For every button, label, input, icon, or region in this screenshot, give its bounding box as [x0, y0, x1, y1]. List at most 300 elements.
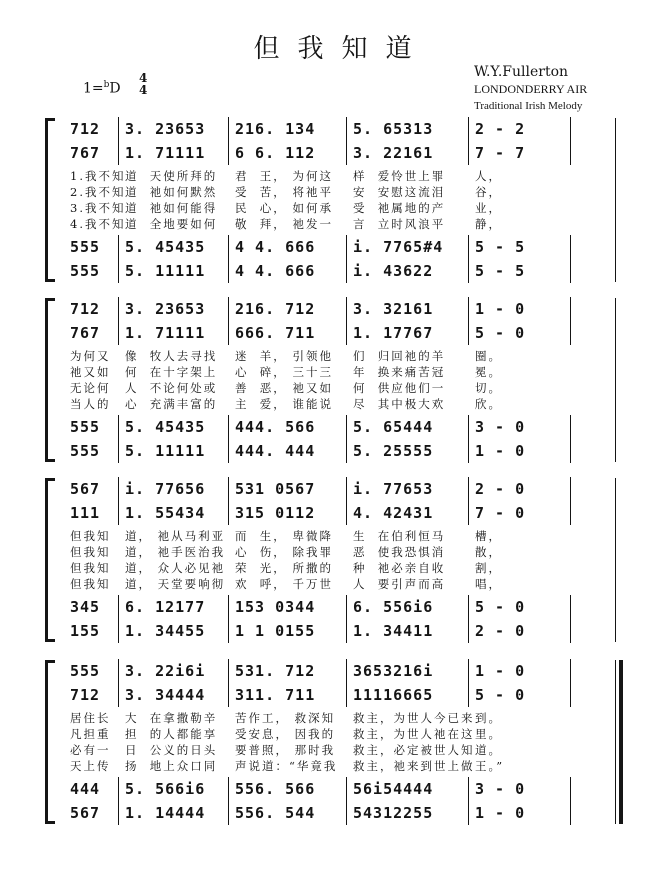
lyric-segment: 2.我不知	[70, 185, 126, 199]
measure: 567	[70, 480, 101, 498]
measure: 54312255	[353, 804, 434, 822]
lyric-line	[70, 396, 625, 412]
key-note: D	[109, 80, 121, 97]
bar-line	[118, 659, 119, 683]
song-title: 但我知道	[253, 34, 430, 64]
measure: 3 - 0	[475, 418, 526, 436]
measure: 1 - 0	[475, 442, 526, 460]
measure: 4 4. 666	[235, 262, 316, 280]
lyric-segment: 唱，	[475, 577, 502, 591]
lyric-segment: 道 祂如何默然	[125, 185, 218, 199]
lyric-segment: 心 充满丰富的	[125, 397, 218, 411]
bar-line	[118, 415, 119, 439]
lyric-segment: 心 碎， 三十三	[235, 365, 333, 379]
key-flat-sign: b	[103, 80, 110, 90]
bar-line	[570, 659, 571, 683]
lyric-segment: 受安息， 因我的	[235, 727, 336, 741]
bar-line	[228, 777, 229, 801]
lyric-segment: 道， 天堂要响彻	[125, 577, 226, 591]
measure: 155	[70, 622, 101, 640]
bar-line	[570, 439, 571, 463]
bar-line	[346, 659, 347, 683]
lyric-segment: 天上传	[70, 759, 111, 773]
lyric-segment: 扬 地上众口同	[125, 759, 218, 773]
lyric-segment: 何 供应他们一	[353, 381, 446, 395]
bar-line	[468, 297, 469, 321]
credits	[474, 64, 587, 115]
notation-row	[70, 298, 625, 320]
measure: 556. 544	[235, 804, 316, 822]
measure: 5. 11111	[125, 262, 206, 280]
bar-line	[346, 801, 347, 825]
lyric-segment: 敬 拜， 祂发一	[235, 217, 333, 231]
lyric-line	[70, 216, 625, 232]
bar-line	[346, 683, 347, 707]
bar-line	[346, 321, 347, 345]
bar-line	[118, 141, 119, 165]
bar-line	[228, 619, 229, 643]
measure: 3. 23653	[125, 300, 206, 318]
measure: 5 - 5	[475, 262, 526, 280]
bar-line	[118, 501, 119, 525]
notation-row	[70, 440, 625, 462]
system-bracket	[45, 298, 48, 462]
bar-line	[118, 439, 119, 463]
lyric-segment: 人 要引声而高	[353, 577, 446, 591]
measure: 3. 22i6i	[125, 662, 206, 680]
measure: 5. 45435	[125, 418, 206, 436]
measure: 7 - 0	[475, 504, 526, 522]
measure: 1 - 0	[475, 804, 526, 822]
lyric-line	[70, 168, 625, 184]
lyric-segment: 1.我不知	[70, 169, 126, 183]
lyric-segment: 但我知	[70, 577, 111, 591]
lyric-segment: 像 牧人去寻找	[125, 349, 218, 363]
bracket-top-hook	[45, 298, 55, 301]
lyric-segment: 心 伤， 除我罪	[235, 545, 333, 559]
notation-row	[70, 118, 625, 140]
lyric-segment: 救主，祂来到世上做	[353, 759, 475, 773]
measure: 555	[70, 442, 101, 460]
measure: 5. 566i6	[125, 780, 206, 798]
lyric-segment: 欣。	[475, 397, 502, 411]
bar-line	[346, 297, 347, 321]
bar-line	[228, 235, 229, 259]
measure: 5 - 0	[475, 598, 526, 616]
lyric-segment: 救主，为世人祂在这	[353, 727, 475, 741]
measure: 1. 34455	[125, 622, 206, 640]
bar-line	[468, 619, 469, 643]
lyric-segment: 为何又	[70, 349, 111, 363]
measure: 555	[70, 662, 101, 680]
measure: 5. 45435	[125, 238, 206, 256]
bar-line	[228, 477, 229, 501]
measure: 3. 23653	[125, 120, 206, 138]
lyric-segment: 王。”	[475, 759, 505, 773]
key-prefix: 1=	[83, 80, 104, 97]
lyric-segment: 里。	[475, 727, 502, 741]
lyric-segment: 3.我不知	[70, 201, 126, 215]
measure: 7 - 7	[475, 144, 526, 162]
lyric-segment: 大 在拿撒勒辛	[125, 711, 218, 725]
bracket-top-hook	[45, 118, 55, 121]
measure: 1 1 0155	[235, 622, 316, 640]
bar-line	[468, 477, 469, 501]
system-end-bar	[615, 298, 616, 462]
lyric-segment: 道。	[475, 743, 502, 757]
lyric-segment: 但我知	[70, 545, 111, 559]
lyric-segment: 荣 光， 所撒的	[235, 561, 333, 575]
lyric-segment: 尽 其中极大欢	[353, 397, 446, 411]
lyric-segment: 槽，	[475, 529, 502, 543]
notation-row	[70, 778, 625, 800]
lyric-segment: 生 在伯利恒马	[353, 529, 446, 543]
lyric-segment: 无论何	[70, 381, 111, 395]
measure: 3. 22161	[353, 144, 434, 162]
measure: 712	[70, 120, 101, 138]
measure: 311. 711	[235, 686, 316, 704]
notation-row	[70, 142, 625, 164]
lyric-segment: 言 立时风浪平	[353, 217, 446, 231]
system-bracket	[45, 118, 48, 282]
bar-line	[118, 683, 119, 707]
bar-line	[346, 235, 347, 259]
bracket-top-hook	[45, 478, 55, 481]
bar-line	[118, 235, 119, 259]
bar-line	[346, 595, 347, 619]
measure: 1 - 0	[475, 300, 526, 318]
lyric-segment: 救主，为世人今已来	[353, 711, 475, 725]
measure: 2 - 0	[475, 622, 526, 640]
measure: 444. 444	[235, 442, 316, 460]
bar-line	[468, 439, 469, 463]
measure: 345	[70, 598, 101, 616]
measure: 2 - 2	[475, 120, 526, 138]
final-bar-thin	[615, 660, 616, 824]
system-end-bar	[615, 118, 616, 282]
meter-top: 4	[139, 71, 148, 85]
measure: 444. 566	[235, 418, 316, 436]
measure: 1. 71111	[125, 324, 206, 342]
system-end-bar	[615, 478, 616, 642]
lyric-segment: 当人的	[70, 397, 111, 411]
bar-line	[228, 259, 229, 283]
lyric-segment: 必有一	[70, 743, 111, 757]
measure: i. 77653	[353, 480, 434, 498]
lyric-segment: 受 苦， 将祂平	[235, 185, 333, 199]
measure: 5 - 5	[475, 238, 526, 256]
measure: 3653216i	[353, 662, 434, 680]
notation-row	[70, 260, 625, 282]
measure: 56i54444	[353, 780, 434, 798]
bar-line	[228, 415, 229, 439]
composer-credit: W.Y.Fullerton	[474, 64, 569, 80]
bar-line	[468, 801, 469, 825]
lyric-segment: 道， 祂手医治我	[125, 545, 226, 559]
bar-line	[118, 801, 119, 825]
measure: 767	[70, 144, 101, 162]
lyric-line	[70, 576, 625, 592]
notation-row	[70, 620, 625, 642]
lyric-segment: 谷，	[475, 185, 502, 199]
lyric-segment: 样 爱怜世上罪	[353, 169, 446, 183]
lyric-segment: 迷 羊， 引领他	[235, 349, 333, 363]
bar-line	[228, 801, 229, 825]
measure: 767	[70, 324, 101, 342]
bar-line	[228, 439, 229, 463]
bar-line	[468, 321, 469, 345]
lyric-segment: 冕。	[475, 365, 502, 379]
bar-line	[468, 595, 469, 619]
time-signature	[139, 72, 147, 96]
bar-line	[118, 321, 119, 345]
notation-row	[70, 322, 625, 344]
bar-line	[228, 683, 229, 707]
lyric-segment: 而 生， 卑微降	[235, 529, 333, 543]
bar-line	[118, 477, 119, 501]
measure: 153 0344	[235, 598, 316, 616]
lyric-segment: 凡担重	[70, 727, 111, 741]
lyric-segment: 道， 众人必见祂	[125, 561, 226, 575]
bar-line	[228, 501, 229, 525]
bar-line	[570, 141, 571, 165]
notation-row	[70, 502, 625, 524]
lyric-segment: 日 公义的日头	[125, 743, 218, 757]
bar-line	[570, 683, 571, 707]
measure: 2 - 0	[475, 480, 526, 498]
measure: 712	[70, 686, 101, 704]
bar-line	[468, 659, 469, 683]
meter-bottom: 4	[139, 83, 148, 97]
lyric-line	[70, 726, 625, 742]
bar-line	[570, 477, 571, 501]
measure: 666. 711	[235, 324, 316, 342]
lyric-line	[70, 364, 625, 380]
bar-line	[228, 321, 229, 345]
bar-line	[118, 777, 119, 801]
measure: 444	[70, 780, 101, 798]
measure: 555	[70, 262, 101, 280]
lyric-segment: 君 王， 为何这	[235, 169, 333, 183]
bar-line	[118, 259, 119, 283]
lyric-segment: 恶 使我恐惧消	[353, 545, 446, 559]
lyric-segment: 种 祂必亲自收	[353, 561, 446, 575]
measure: 1 - 0	[475, 662, 526, 680]
lyric-segment: 声说道：“华竟我	[235, 759, 338, 773]
lyric-segment: 圈。	[475, 349, 502, 363]
lyric-line	[70, 528, 625, 544]
lyric-segment: 欢 呼， 千万世	[235, 577, 333, 591]
lyric-segment: 业，	[475, 201, 502, 215]
bar-line	[468, 501, 469, 525]
lyric-segment: 要普照， 那时我	[235, 743, 336, 757]
final-bar-thick	[619, 660, 623, 824]
notation-row	[70, 478, 625, 500]
tune-credit: LONDONDERRY AIR	[474, 82, 588, 96]
lyric-segment: 割，	[475, 561, 502, 575]
measure: 556. 566	[235, 780, 316, 798]
lyric-segment: 但我知	[70, 561, 111, 575]
bar-line	[228, 595, 229, 619]
measure: 5 - 0	[475, 324, 526, 342]
measure: 3. 32161	[353, 300, 434, 318]
measure: 712	[70, 300, 101, 318]
lyric-line	[70, 742, 625, 758]
lyric-segment: 居住长	[70, 711, 111, 725]
notation-row	[70, 802, 625, 824]
lyric-line	[70, 184, 625, 200]
bar-line	[228, 297, 229, 321]
lyric-segment: 年 换来痛苦冠	[353, 365, 446, 379]
measure: 1. 17767	[353, 324, 434, 342]
lyric-segment: 何 在十字架上	[125, 365, 218, 379]
bar-line	[346, 477, 347, 501]
measure: 315 0112	[235, 504, 316, 522]
measure: 5. 65313	[353, 120, 434, 138]
lyric-segment: 们 归回祂的羊	[353, 349, 446, 363]
bracket-top-hook	[45, 660, 55, 663]
lyric-line	[70, 710, 625, 726]
system-bracket	[45, 660, 48, 824]
lyric-segment: 人 不论何处或	[125, 381, 218, 395]
measure: 11116665	[353, 686, 434, 704]
bracket-bottom-hook	[45, 639, 55, 642]
measure: i. 7765#4	[353, 238, 444, 256]
bar-line	[570, 259, 571, 283]
measure: 111	[70, 504, 101, 522]
lyric-segment: 人，	[475, 169, 502, 183]
system-bracket	[45, 478, 48, 642]
bar-line	[346, 777, 347, 801]
lyric-segment: 道 全地要如何	[125, 217, 218, 231]
bar-line	[346, 619, 347, 643]
bracket-bottom-hook	[45, 279, 55, 282]
bar-line	[118, 619, 119, 643]
bar-line	[570, 777, 571, 801]
notation-row	[70, 684, 625, 706]
bar-line	[570, 619, 571, 643]
measure: 1. 14444	[125, 804, 206, 822]
lyric-line	[70, 348, 625, 364]
lyric-segment: 担 的人都能享	[125, 727, 218, 741]
measure: 531 0567	[235, 480, 316, 498]
lyric-line	[70, 380, 625, 396]
measure: 3 - 0	[475, 780, 526, 798]
bar-line	[118, 117, 119, 141]
measure: 1. 71111	[125, 144, 206, 162]
bar-line	[468, 777, 469, 801]
bar-line	[570, 235, 571, 259]
bar-line	[468, 141, 469, 165]
measure: i. 43622	[353, 262, 434, 280]
lyric-segment: 民 心， 如何承	[235, 201, 333, 215]
lyric-segment: 祂又如	[70, 365, 111, 379]
measure: 5. 11111	[125, 442, 206, 460]
bar-line	[468, 415, 469, 439]
bar-line	[570, 501, 571, 525]
lyric-segment: 苦作工， 救深知	[235, 711, 336, 725]
measure: 4 4. 666	[235, 238, 316, 256]
bar-line	[468, 117, 469, 141]
notation-row	[70, 236, 625, 258]
measure: 1. 55434	[125, 504, 206, 522]
lyric-segment: 道， 祂从马利亚	[125, 529, 226, 543]
measure: 216. 712	[235, 300, 316, 318]
bar-line	[570, 415, 571, 439]
origin-credit: Traditional Irish Melody	[474, 100, 583, 112]
measure: 5. 65444	[353, 418, 434, 436]
lyric-line	[70, 544, 625, 560]
lyric-segment: 救主，必定被世人知	[353, 743, 475, 757]
bracket-bottom-hook	[45, 459, 55, 462]
key-signature	[83, 80, 121, 97]
measure: i. 77656	[125, 480, 206, 498]
lyric-segment: 静，	[475, 217, 502, 231]
measure: 555	[70, 418, 101, 436]
lyric-segment: 安 安慰这流泪	[353, 185, 446, 199]
lyric-segment: 切。	[475, 381, 502, 395]
bar-line	[228, 659, 229, 683]
measure: 3. 34444	[125, 686, 206, 704]
bar-line	[346, 259, 347, 283]
measure: 4. 42431	[353, 504, 434, 522]
bar-line	[468, 683, 469, 707]
bar-line	[228, 141, 229, 165]
bar-line	[118, 595, 119, 619]
bar-line	[570, 297, 571, 321]
lyric-segment: 散，	[475, 545, 502, 559]
measure: 531. 712	[235, 662, 316, 680]
measure: 6 6. 112	[235, 144, 316, 162]
measure: 1. 34411	[353, 622, 434, 640]
bracket-bottom-hook	[45, 821, 55, 824]
lyric-segment: 到。	[475, 711, 502, 725]
measure: 6. 556i6	[353, 598, 434, 616]
measure: 6. 12177	[125, 598, 206, 616]
bar-line	[346, 415, 347, 439]
bar-line	[468, 235, 469, 259]
measure: 5 - 0	[475, 686, 526, 704]
notation-row	[70, 660, 625, 682]
bar-line	[228, 117, 229, 141]
notation-row	[70, 416, 625, 438]
lyric-segment: 善 恶， 祂又如	[235, 381, 333, 395]
lyric-line	[70, 758, 625, 774]
notation-row	[70, 596, 625, 618]
bar-line	[346, 501, 347, 525]
bar-line	[118, 297, 119, 321]
lyric-segment: 道 天使所拜的	[125, 169, 218, 183]
measure: 567	[70, 804, 101, 822]
lyric-segment: 道 祂如何能得	[125, 201, 218, 215]
lyric-segment: 受 祂属地的产	[353, 201, 446, 215]
bar-line	[570, 117, 571, 141]
bar-line	[346, 141, 347, 165]
lyric-segment: 4.我不知	[70, 217, 126, 231]
lyric-segment: 但我知	[70, 529, 111, 543]
measure: 555	[70, 238, 101, 256]
bar-line	[570, 595, 571, 619]
lyric-line	[70, 560, 625, 576]
measure: 216. 134	[235, 120, 316, 138]
bar-line	[468, 259, 469, 283]
bar-line	[346, 439, 347, 463]
bar-line	[570, 321, 571, 345]
measure: 5. 25555	[353, 442, 434, 460]
lyric-line	[70, 200, 625, 216]
bar-line	[570, 801, 571, 825]
lyric-segment: 主 爱， 谁能说	[235, 397, 333, 411]
